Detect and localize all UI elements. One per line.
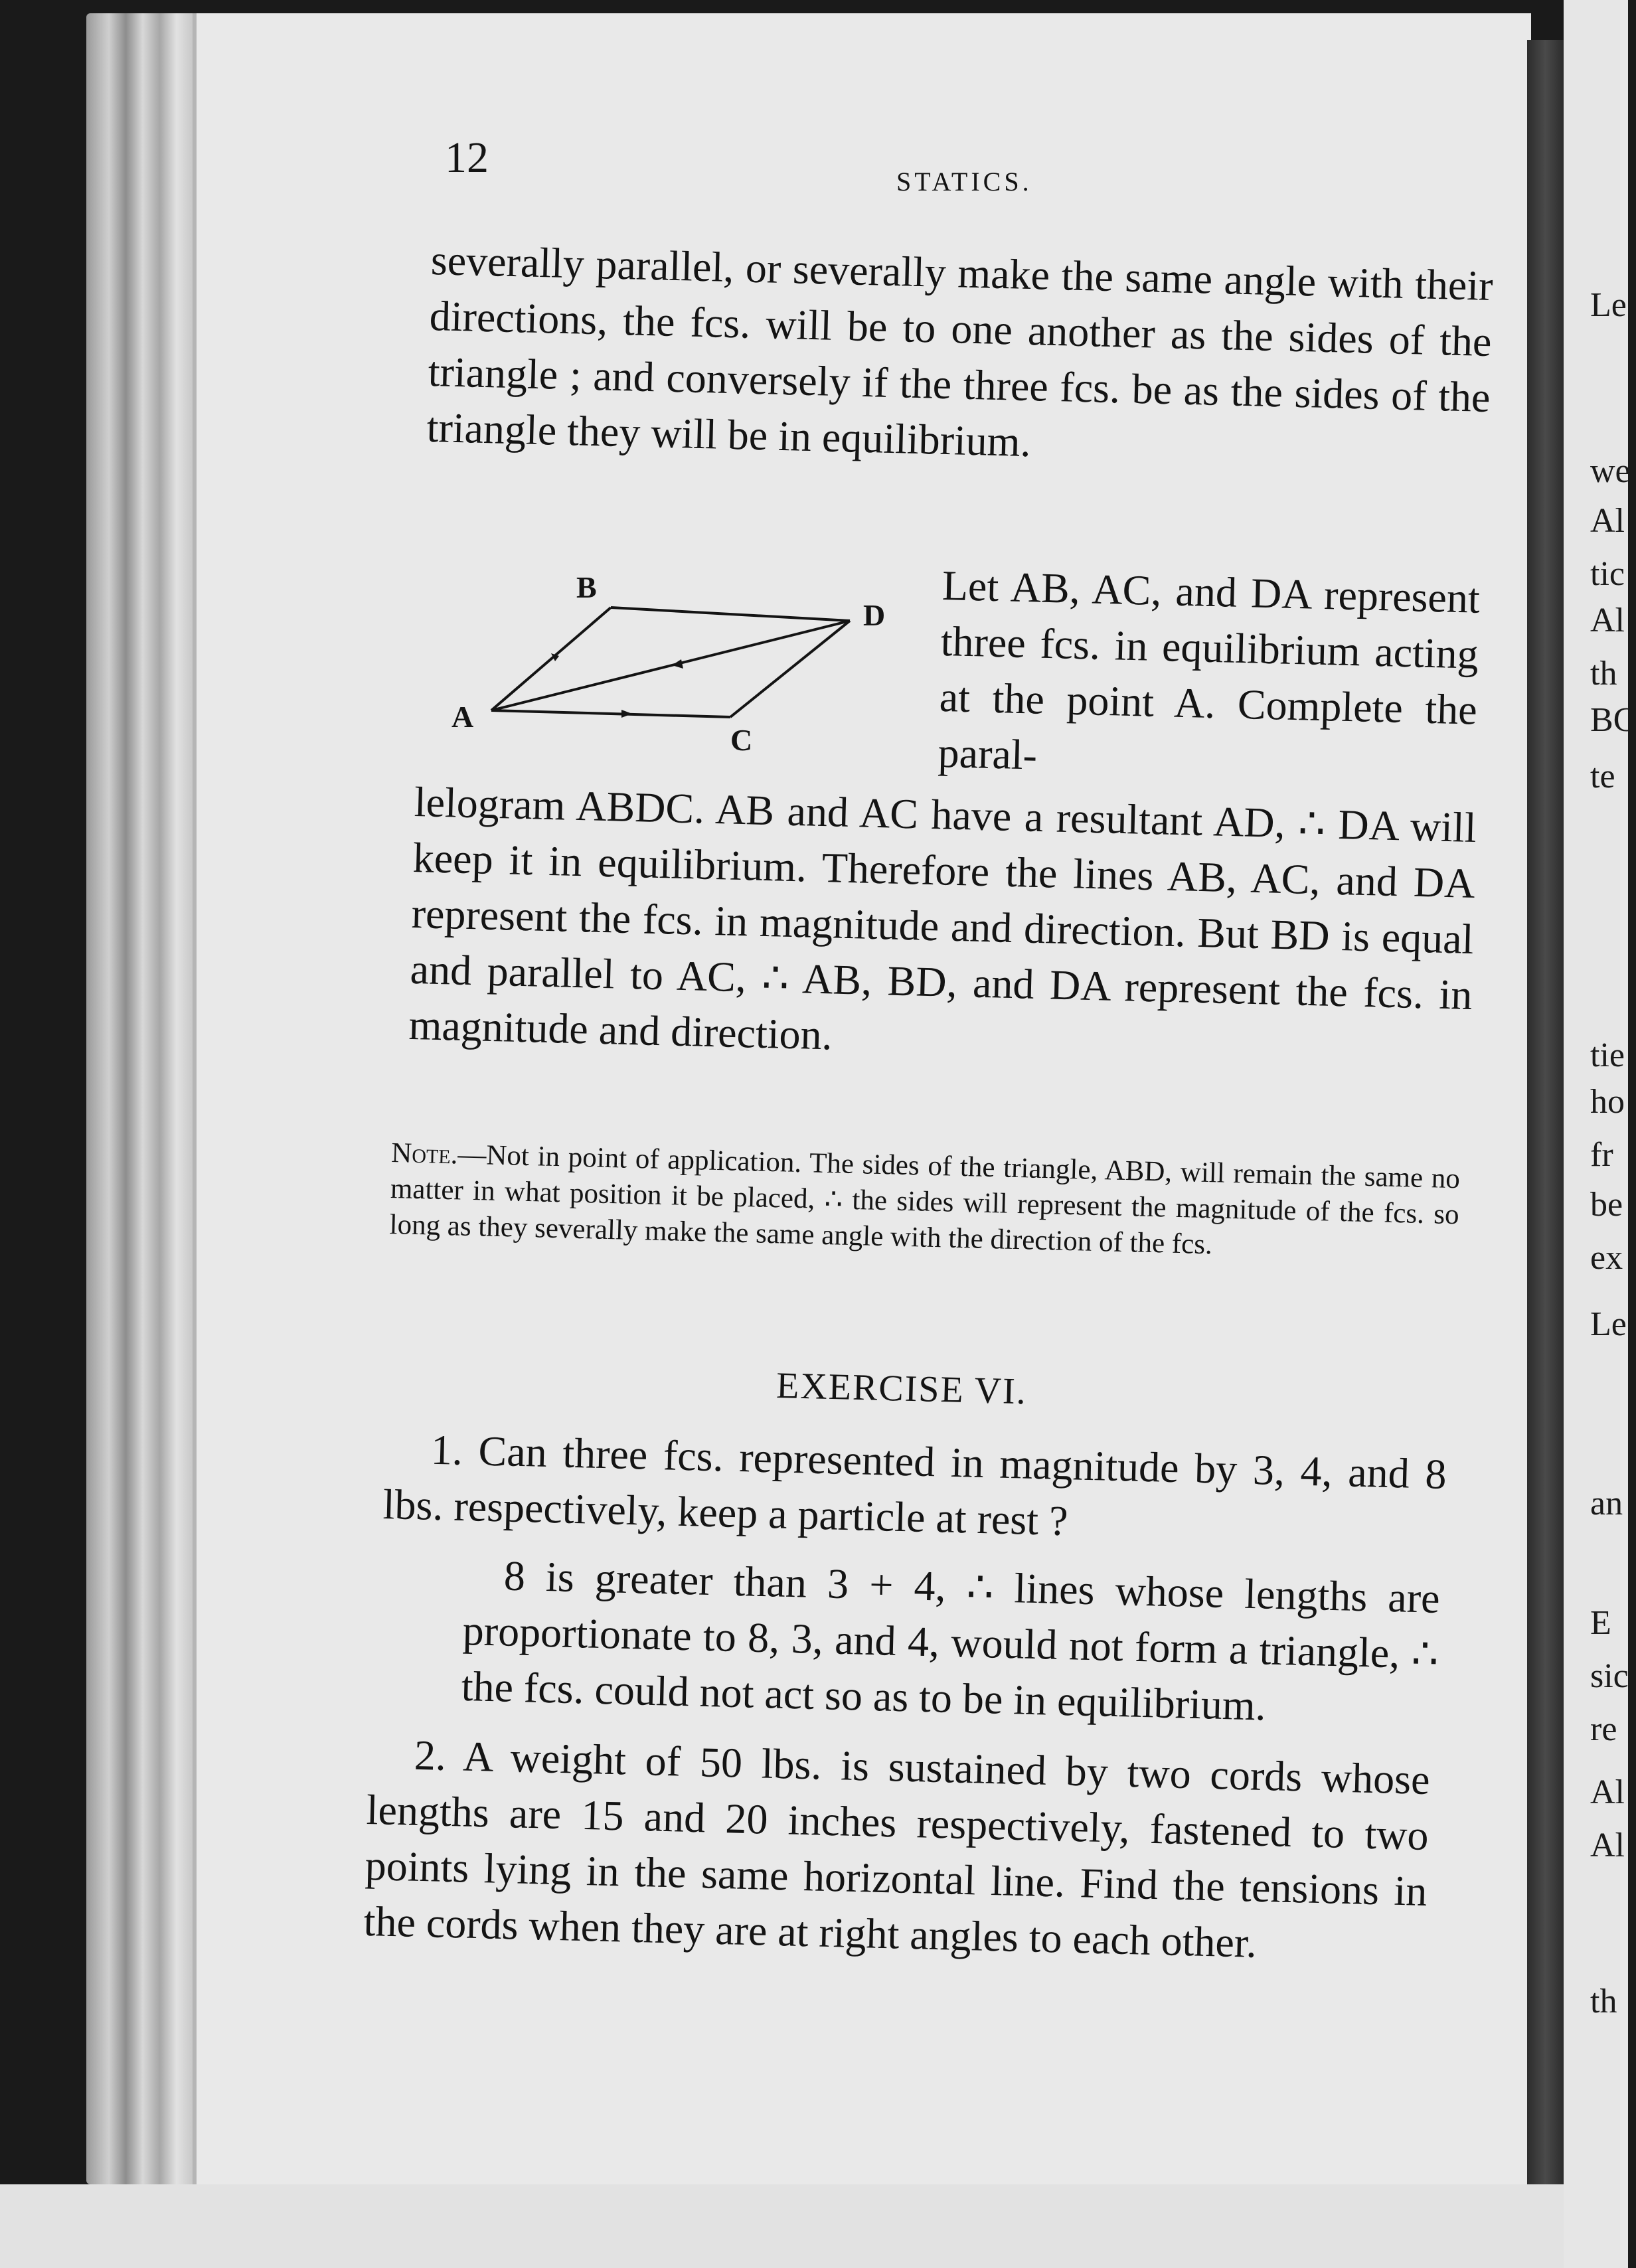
facing-fragment: fr — [1590, 1136, 1613, 1174]
facing-fragment: th — [1590, 1983, 1617, 2020]
arrow-ac-icon — [621, 710, 632, 718]
question-1: 1. Can three fcs. represented in magnitude by 3, 4, and 8 lbs. respectively, keep a particle at rest ? — [382, 1425, 1447, 1545]
note-label: Note. — [390, 1137, 459, 1171]
line-bd — [611, 608, 850, 621]
paragraph-2-start: Let AB, AC, and DA represent three fcs. in equilibrium acting at the point A. Complete the paral- — [937, 561, 1481, 779]
label-a: A — [451, 700, 474, 734]
facing-fragment: Al — [1590, 602, 1625, 639]
facing-fragment: an — [1590, 1485, 1623, 1522]
note-text: —Not in point of application. The sides of the triangle, ABD, will remain the same no matter in what position it be placed, ∴ the sides will represent the magnitude of the fcs. so long as they severally make the same angle with the direction of the fcs. — [389, 1139, 1461, 1261]
book-page-edges — [86, 13, 199, 2184]
book-gutter — [1527, 40, 1564, 2191]
paragraph-2-rest: lelogram ABDC. AB and AC have a resultant AD, ∴ DA will keep it in equilibrium. Therefore the lines AB, AC, and DA represent the fcs. in magnitude and direction. But BD is equal and parallel to AC, ∴ AB, BD, and DA represent the fcs. in magnitude and direction. — [408, 777, 1477, 1059]
running-head: STATICS. — [896, 167, 1032, 197]
exercise-heading: EXERCISE VI. — [776, 1364, 1028, 1413]
facing-fragment: Al — [1590, 1826, 1625, 1864]
facing-fragment: tie — [1590, 1036, 1625, 1074]
facing-fragment: Le — [1590, 286, 1627, 324]
scan-border — [0, 2184, 1564, 2268]
facing-fragment: re — [1590, 1710, 1617, 1748]
facing-fragment: we — [1590, 452, 1631, 490]
facing-fragment: Le — [1590, 1305, 1627, 1343]
answer-1: 8 is greater than 3 + 4, ∴ lines whose lengths are proportionate to 8, 3, and 4, would not form a triangle, ∴ the fcs. could not act so as to be in equilibrium. — [461, 1552, 1441, 1730]
facing-fragment: ho — [1590, 1083, 1625, 1121]
facing-fragment: Al — [1590, 502, 1625, 540]
page-number: 12 — [445, 133, 489, 182]
facing-fragment: tic — [1590, 555, 1625, 593]
facing-fragment: BC — [1590, 701, 1636, 739]
question-2: 2. A weight of 50 lbs. is sustained by two cords whose lengths are 15 and 20 inches respectively, fastened to two points lying in the same horizontal line. Find the tensions in the cords when they are at right angles to each other. — [363, 1731, 1431, 1967]
label-d: D — [863, 598, 886, 632]
facing-fragment: te — [1590, 758, 1615, 795]
facing-fragment: be — [1590, 1186, 1623, 1224]
facing-fragment: sic — [1590, 1657, 1629, 1695]
paragraph-1: severally parallel, or severally make the same angle with their directions, the fcs. will be to one another as the sides of the triangle ; and conversely if the three fcs. be as the sides of the triangle they will be in equilibrium. — [426, 236, 1494, 466]
parallelogram-diagram — [438, 571, 916, 757]
facing-page — [1564, 0, 1636, 2268]
label-c: C — [730, 723, 753, 757]
facing-fragment: E — [1590, 1604, 1611, 1642]
facing-fragment: th — [1590, 655, 1617, 692]
line-ac — [491, 710, 730, 717]
facing-fragment: ex — [1590, 1239, 1623, 1277]
facing-fragment: Al — [1590, 1773, 1625, 1811]
parallelogram-svg — [438, 571, 916, 757]
label-b: B — [576, 570, 597, 604]
